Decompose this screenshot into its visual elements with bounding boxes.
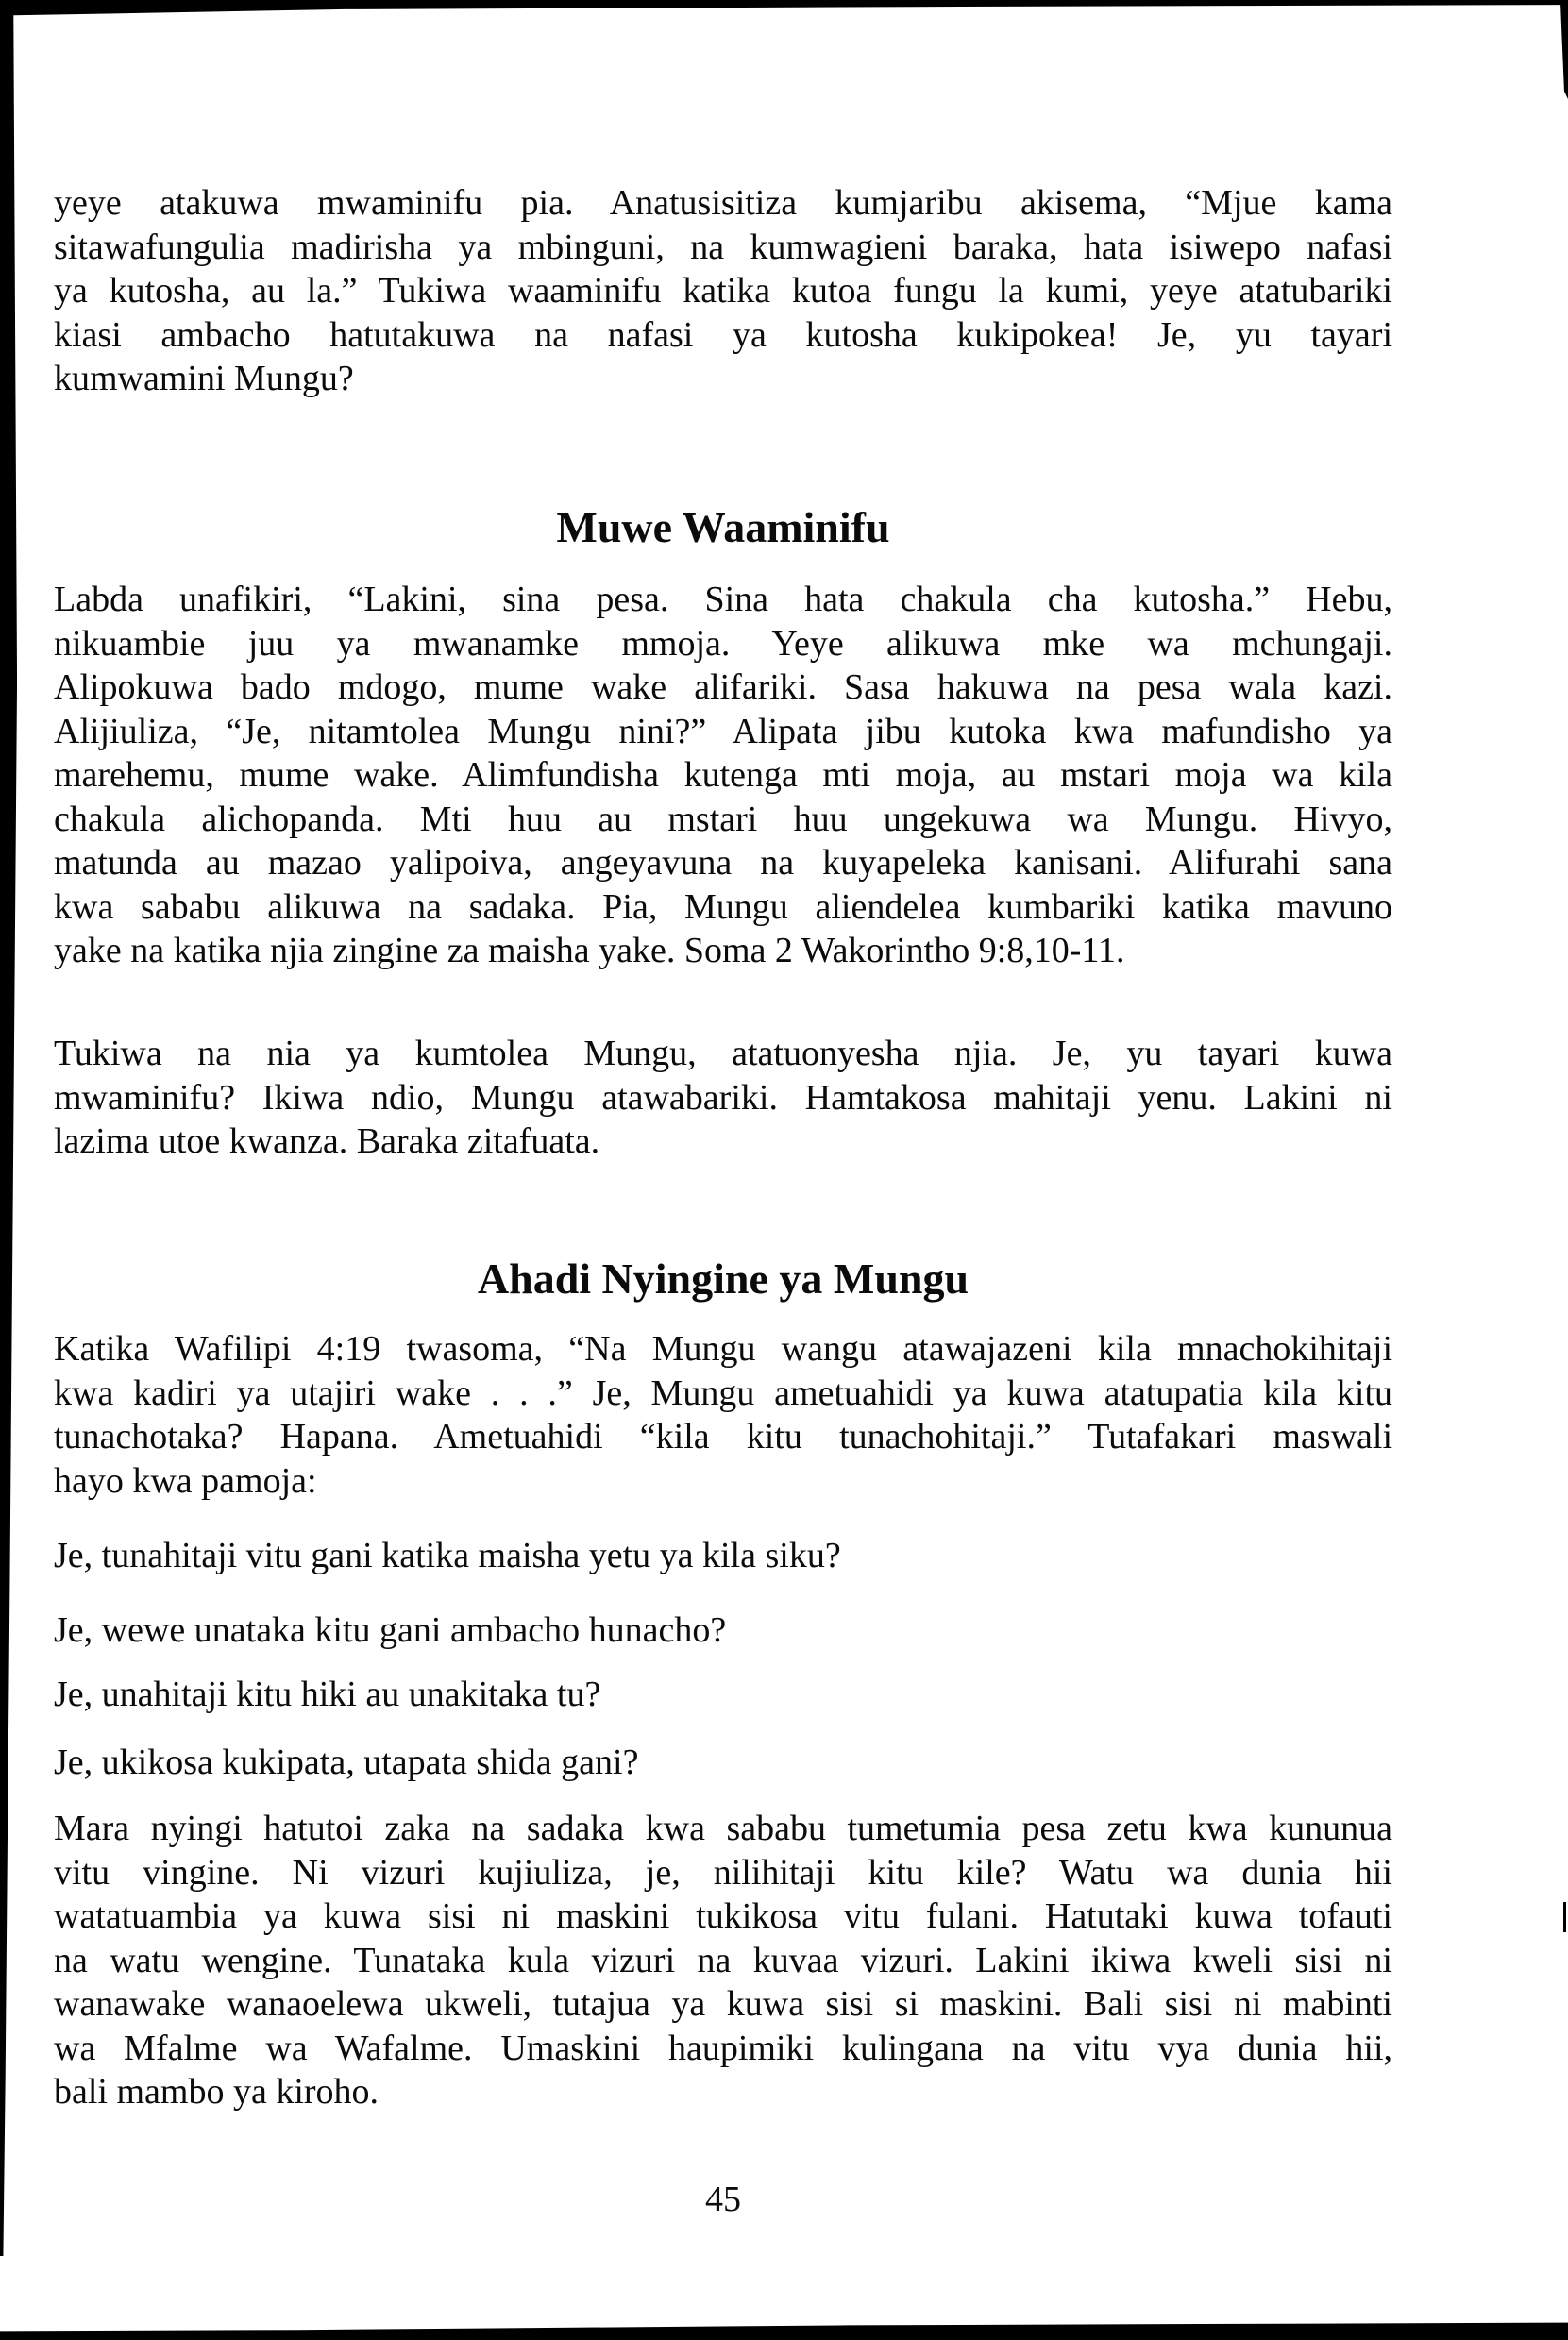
question-line bbox=[54, 1741, 1392, 1785]
scan-speck-right bbox=[1563, 1902, 1566, 1932]
text-line: kwa sababu alikuwa na sadaka. Pia, Mungu aliendelea kumbariki katika mavuno bbox=[54, 886, 1392, 927]
text-line: na watu wengine. Tunataka kula vizuri na kuvaa vizuri. Lakini ikiwa kweli sisi ni bbox=[54, 1940, 1392, 1980]
text-line: sitawafungulia madirisha ya mbinguni, na kumwagieni baraka, hata isiwepo nafasi bbox=[54, 227, 1392, 267]
text-line: Je, wewe unataka kitu gani ambacho hunacho? bbox=[54, 1610, 727, 1650]
paragraph-promise bbox=[54, 1032, 1392, 1164]
paragraph-wafilipi bbox=[54, 1327, 1392, 1503]
text-line: Katika Wafilipi 4:19 twasoma, “Na Mungu wangu atawajazeni kila mnachokihitaji bbox=[54, 1329, 1392, 1369]
paragraph-intro bbox=[54, 181, 1392, 401]
text-line: yake na katika njia zingine za maisha yake. Soma 2 Wakorintho 9:8,10-11. bbox=[54, 931, 1125, 970]
text-line: yeye atakuwa mwaminifu pia. Anatusisitiza kumjaribu akisema, “Mjue kama bbox=[54, 183, 1392, 223]
text-line: wanawake wanaoelewa ukweli, tutajua ya kuwa sisi si maskini. Bali sisi ni mabinti bbox=[54, 1984, 1392, 2024]
paragraph-story bbox=[54, 578, 1392, 973]
scan-edge-left bbox=[0, 8, 18, 2256]
text-line: Je, tunahitaji vitu gani katika maisha yetu ya kila siku? bbox=[54, 1536, 841, 1575]
text-line: wa Mfalme wa Wafalme. Umaskini haupimiki kulingana na vitu vya dunia hii, bbox=[54, 2028, 1392, 2068]
text-line: Alijiuliza, “Je, nitamtolea Mungu nini?” Alipata jibu kutoka kwa mafundisho ya bbox=[54, 711, 1392, 751]
section-heading-muwe-waaminifu: Muwe Waaminifu bbox=[556, 503, 890, 551]
scan-edge-top-right bbox=[1560, 0, 1568, 99]
text-line: kumwamini Mungu? bbox=[54, 359, 354, 398]
text-line: tunachotaka? Hapana. Ametuahidi “kila kitu tunachohitaji.” Tutafakari maswali bbox=[54, 1417, 1392, 1456]
scan-edge-top bbox=[0, 0, 1568, 17]
text-line: marehemu, mume wake. Alimfundisha kutenga mti moja, au mstari moja wa kila bbox=[54, 755, 1392, 795]
paragraph-closing bbox=[54, 1807, 1392, 2114]
text-line: hayo kwa pamoja: bbox=[54, 1460, 317, 1501]
page-number: 45 bbox=[705, 2180, 741, 2219]
question-line bbox=[54, 1673, 1392, 1717]
text-line: chakula alichopanda. Mti huu au mstari huu ungekuwa wa Mungu. Hivyo, bbox=[54, 799, 1392, 839]
text-line: Je, unahitaji kitu hiki au unakitaka tu? bbox=[54, 1675, 601, 1714]
text-line: vitu vingine. Ni vizuri kujiuliza, je, nilihitaji kitu kile? Watu wa dunia hii bbox=[54, 1852, 1392, 1893]
text-line: kwa kadiri ya utajiri wake . . .” Je, Mungu ametuahidi ya kuwa atatupatia kila kitu bbox=[54, 1372, 1392, 1413]
text-line: Tukiwa na nia ya kumtolea Mungu, atatuonyesha njia. Je, yu tayari kuwa bbox=[54, 1034, 1392, 1073]
text-line: Mara nyingi hatutoi zaka na sadaka kwa sababu tumetumia pesa zetu kwa kununua bbox=[54, 1809, 1392, 1848]
text-line: lazima utoe kwanza. Baraka zitafuata. bbox=[54, 1121, 600, 1161]
text-line: mwaminifu? Ikiwa ndio, Mungu atawabariki. Hamtakosa mahitaji yenu. Lakini ni bbox=[54, 1077, 1392, 1118]
text-line: ya kutosha, au la.” Tukiwa waaminifu katika kutoa fungu la kumi, yeye atatubariki bbox=[54, 271, 1392, 311]
text-line: matunda au mazao yalipoiva, angeyavuna na kuyapeleka kanisani. Alifurahi sana bbox=[54, 843, 1392, 883]
text-line: kiasi ambacho hatutakuwa na nafasi ya kutosha kukipokea! Je, yu tayari bbox=[54, 314, 1392, 355]
text-line: watatuambia ya kuwa sisi ni maskini tukikosa vitu fulani. Hatutaki kuwa tofauti bbox=[54, 1896, 1392, 1936]
text-line: bali mambo ya kiroho. bbox=[54, 2072, 379, 2112]
text-line: Je, ukikosa kukipata, utapata shida gani? bbox=[54, 1742, 639, 1782]
question-line bbox=[54, 1608, 1392, 1653]
text-line: nikuambie juu ya mwanamke mmoja. Yeye alikuwa mke wa mchungaji. bbox=[54, 623, 1392, 664]
section-heading-ahadi-nyingine: Ahadi Nyingine ya Mungu bbox=[477, 1254, 969, 1303]
scan-edge-bottom bbox=[0, 2321, 1568, 2340]
text-line: Labda unafikiri, “Lakini, sina pesa. Sina hata chakula cha kutosha.” Hebu, bbox=[54, 580, 1392, 619]
text-line: Alipokuwa bado mdogo, mume wake alifariki. Sasa hakuwa na pesa wala kazi. bbox=[54, 667, 1392, 707]
question-line bbox=[54, 1534, 1392, 1578]
